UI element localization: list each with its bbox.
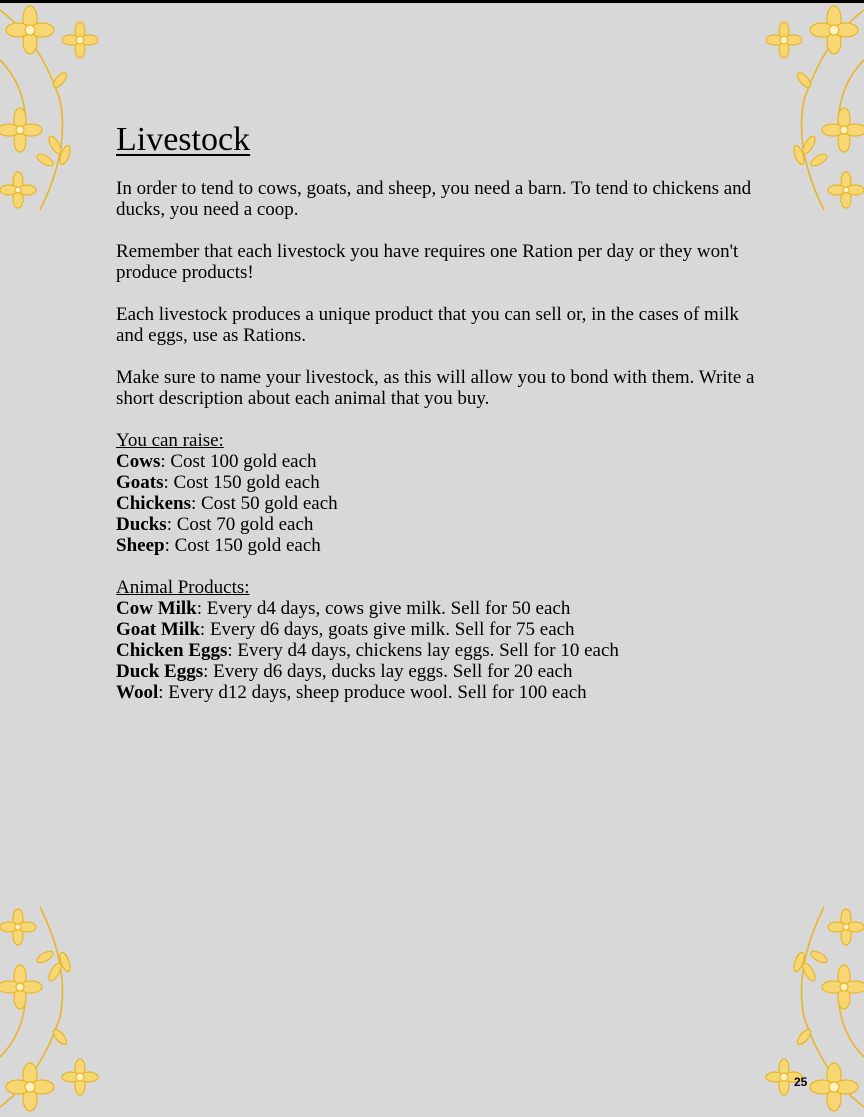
raise-heading: You can raise: (116, 430, 224, 451)
list-item (116, 640, 766, 661)
item-name: Chickens (116, 493, 191, 514)
products-list (116, 598, 766, 703)
item-name: Wool (116, 682, 159, 703)
paragraph-products: Each livestock produces a unique product that you can sell or, in the cases of milk and eggs, use as Rations. (116, 304, 739, 346)
item-text: : Cost 50 gold each (190, 493, 338, 514)
list-item (116, 472, 766, 493)
item-text: : Every d12 days, sheep produce wool. Sell for 100 each (158, 682, 587, 703)
list-item (116, 619, 766, 640)
item-text: : Every d4 days, chickens lay eggs. Sell for 10 each (227, 640, 619, 661)
item-text: : Cost 70 gold each (166, 514, 314, 535)
floral-corner-top-left-icon (0, 0, 120, 230)
item-name: Cow Milk (116, 598, 197, 619)
page-content (116, 120, 766, 724)
raise-list (116, 451, 766, 556)
paragraph-naming: Make sure to name your livestock, as this will allow you to bond with them. Write a short description about each animal that you buy. (116, 367, 755, 409)
list-item (116, 493, 766, 514)
page-number: 25 (794, 1075, 808, 1089)
item-name: Ducks (116, 514, 167, 535)
item-text: : Cost 150 gold each (163, 472, 320, 493)
item-text: : Cost 100 gold each (160, 451, 317, 472)
page-title: Livestock (116, 121, 251, 158)
list-item (116, 514, 766, 535)
list-item (116, 598, 766, 619)
top-border (0, 0, 864, 3)
item-name: Sheep (116, 535, 165, 556)
paragraph-barn-coop: In order to tend to cows, goats, and sheep, you need a barn. To tend to chickens and ducks, you need a coop. (116, 178, 752, 220)
list-item (116, 451, 766, 472)
item-name: Chicken Eggs (116, 640, 228, 661)
item-text: : Every d6 days, ducks lay eggs. Sell for 20 each (203, 661, 573, 682)
item-text: : Cost 150 gold each (164, 535, 321, 556)
item-text: : Every d4 days, cows give milk. Sell for 50 each (196, 598, 571, 619)
paragraph-rations: Remember that each livestock you have requires one Ration per day or they won't produce products! (116, 241, 739, 283)
item-text: : Every d6 days, goats give milk. Sell for 75 each (199, 619, 575, 640)
list-item (116, 535, 766, 556)
list-item (116, 682, 766, 703)
floral-corner-bottom-left-icon (0, 887, 120, 1117)
products-heading: Animal Products: (116, 577, 250, 598)
list-item (116, 661, 766, 682)
item-name: Cows (116, 451, 161, 472)
item-name: Duck Eggs (116, 661, 204, 682)
item-name: Goats (116, 472, 164, 493)
item-name: Goat Milk (116, 619, 200, 640)
